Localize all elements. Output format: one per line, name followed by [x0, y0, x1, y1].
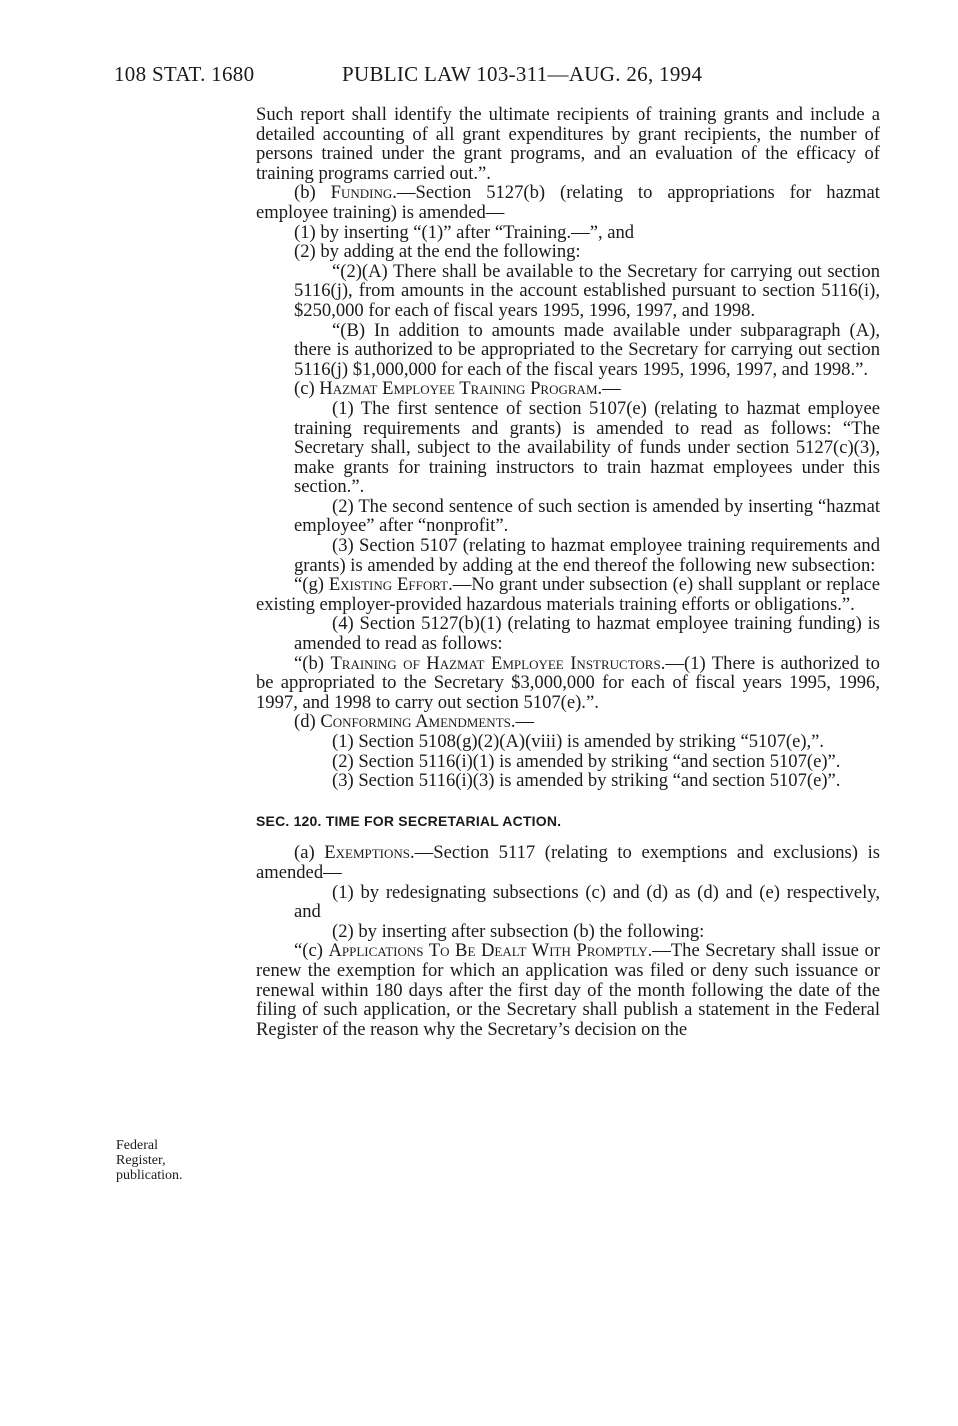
stat-citation: 108 STAT. 1680 — [114, 62, 255, 86]
para-lead: (d) — [294, 711, 321, 733]
paragraph: Such report shall identify the ultimate recipients of training grants and include a detailed accounting of all grant expenditures by grant recipients, the number of persons trained under the grant programs, and an evaluation of the efficacy of training programs carried out.”. — [256, 104, 880, 184]
margin-note-line: Register, — [116, 1153, 166, 1168]
paragraph: (3) Section 5116(i)(3) is amended by striking “and section 5107(e)”. — [332, 770, 841, 792]
margin-note-line: publication. — [116, 1168, 183, 1183]
para-heading: Exemptions — [324, 842, 411, 864]
para-text: .—Section 5117 (relating to exemptions and exclusions) is amended— — [256, 842, 880, 883]
para-lead: “(b) — [294, 652, 331, 674]
para-heading: Applications To Be Dealt With Promptly — [328, 940, 648, 962]
section-heading: SEC. 120. TIME FOR SECRETARIAL ACTION. — [256, 812, 562, 829]
body-text — [256, 105, 880, 1039]
paragraph: (1) Section 5108(g)(2)(A)(viii) is amended by striking “5107(e),”. — [332, 731, 825, 752]
paragraph: “(2)(A) There shall be available to the Secretary for carrying out section 5116(j), from amounts in the account established pursuant to section 5116(i), $250,000 for each of fiscal years 1995, 1996, 1997, and 1998. — [294, 260, 880, 321]
para-lead: “(c) — [294, 940, 329, 962]
paragraph: (3) Section 5107 (relating to hazmat employee training requirements and grants) is amended by adding at the end thereof the following new subsection: — [294, 535, 880, 576]
para-heading: Conforming Amendments — [320, 711, 511, 733]
paragraph: (4) Section 5127(b)(1) (relating to hazmat employee training funding) is amended to read as follows: — [294, 613, 880, 655]
paragraph-hazmat-program — [256, 379, 880, 399]
paragraph: (1) by inserting “(1)” after “Training.—”, and — [294, 221, 635, 243]
para-text: .—No grant under subsection (e) shall supplant or replace existing employer-provided hazardous materials training efforts or obligations.”. — [256, 574, 880, 615]
paragraph: (1) by redesignating subsections (c) and (d) as (d) and (e) respectively, and — [294, 881, 880, 923]
para-lead: (c) — [294, 378, 320, 400]
paragraph-funding — [256, 183, 880, 222]
paragraph-conforming — [256, 712, 880, 732]
para-text: .—Section 5127(b) (relating to appropriations for hazmat employee training) is amended— — [256, 182, 880, 223]
para-text: .— — [510, 711, 535, 733]
para-text: .— — [597, 378, 621, 400]
para-lead: (b) — [294, 182, 331, 204]
para-text: .—(1) There is authorized to be appropriated to the Secretary $3,000,000 for each of fiscal years 1995, 1996, 1997, and 1998 to carry out section 5107(e).”. — [256, 652, 880, 713]
paragraph: (2) Section 5116(i)(1) is amended by striking “and section 5107(e)”. — [332, 750, 841, 772]
public-law-citation: PUBLIC LAW 103-311—AUG. 26, 1994 — [342, 62, 703, 86]
para-heading: Hazmat Employee Training Program — [319, 378, 598, 400]
paragraph-applications — [256, 941, 880, 1039]
paragraph-exemptions — [256, 843, 880, 882]
paragraph: (1) The first sentence of section 5107(e) (relating to hazmat employee training requirements and grants) is amended to read as follows: “The Secretary shall, subject to the availability of funds under section 5127(c)(3), make grants for training instructors to train hazmat employees under this section.”. — [294, 397, 880, 498]
margin-note — [116, 1138, 236, 1183]
para-heading: Training of Hazmat Employee Instructors — [330, 652, 661, 674]
para-heading: Funding — [330, 182, 393, 204]
paragraph: (2) by adding at the end the following: — [294, 241, 581, 263]
paragraph: “(B) In addition to amounts made available under subparagraph (A), there is authorized to be appropriated to the Secretary for carrying out section 5116(j) $1,000,000 for each of the fiscal years 1995, 1996, 1997, and 1998.”. — [294, 319, 880, 380]
paragraph-training-instructors — [256, 654, 880, 713]
margin-note-line: Federal — [116, 1138, 158, 1153]
para-heading: Existing Effort — [328, 574, 449, 596]
paragraph: (2) by inserting after subsection (b) the following: — [332, 920, 705, 942]
paragraph-existing-effort — [256, 575, 880, 614]
para-lead: “(g) — [294, 574, 329, 596]
para-lead: (a) — [294, 842, 325, 864]
paragraph: (2) The second sentence of such section is amended by inserting “hazmat employee” after “nonprofit”. — [294, 495, 880, 537]
para-text: .—The Secretary shall issue or renew the exemption for which an application was filed or deny such issuance or renewal within 180 days after the first day of the month following the date of the filing of such application, or the Secretary shall publish a statement in the Federal Register of the reason why the Secretary’s decision on the — [256, 940, 880, 1040]
